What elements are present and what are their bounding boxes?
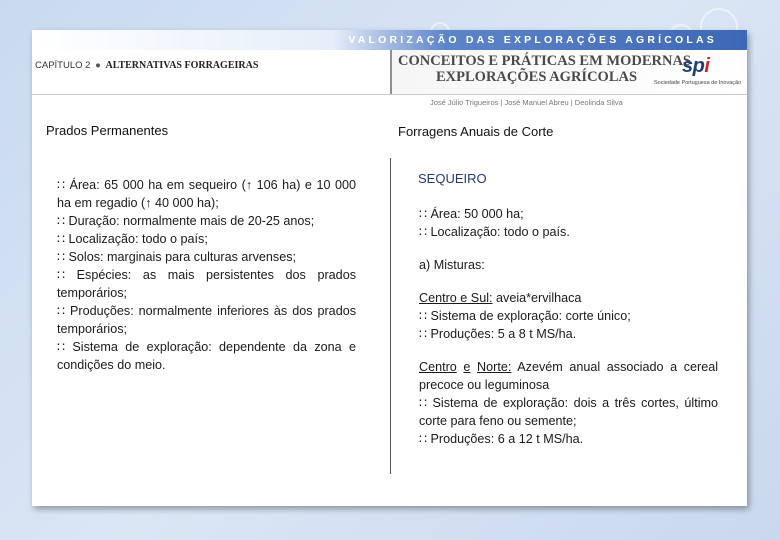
mixtures-label: a) Misturas:	[419, 258, 485, 272]
list-item: ∷ Produções: 5 a 8 t MS/ha.	[419, 327, 577, 341]
banner-title: VALORIZAÇÃO DAS EXPLORAÇÕES AGRÍCOLAS	[348, 34, 717, 46]
list-item: ∷ Espécies: as mais persistentes dos prados temporários;	[57, 268, 356, 300]
centro-norte-label-a: Centro	[419, 360, 457, 374]
banner-bar	[32, 30, 747, 50]
centro-sul-line	[419, 289, 718, 307]
centro-norte-line	[419, 358, 718, 394]
list-item: ∷ Solos: marginais para culturas arvenses;	[57, 250, 297, 264]
centro-sul-value: aveia*ervilhaca	[492, 291, 582, 305]
list-item: ∷ Sistema de exploração: corte único;	[419, 309, 631, 323]
left-heading: Prados Permanentes	[46, 123, 169, 138]
list-item: ∷ Localização: todo o país.	[419, 225, 570, 239]
list-item: ∷ Área: 50 000 ha;	[419, 207, 524, 221]
left-list	[57, 176, 356, 374]
centro-norte-label-c: Norte:	[477, 360, 512, 374]
list-item: ∷ Sistema de exploração: dependente da zona e condições do meio.	[57, 340, 356, 372]
section-title: SEQUEIRO	[418, 171, 487, 186]
centro-norte-value: Azevém anual associado a cereal precoce ou leguminosa	[419, 360, 718, 392]
centro-norte-label-b: e	[463, 360, 471, 374]
right-list	[419, 205, 718, 448]
list-item: ∷ Localização: todo o país;	[57, 232, 208, 246]
book-title-line1: CONCEITOS E PRÁTICAS EM MODERNAS	[398, 53, 691, 69]
list-item: ∷ Sistema de exploração: dois a três cortes, último corte para feno ou semente;	[419, 396, 718, 428]
slide-page	[32, 30, 747, 506]
chapter-label	[35, 60, 258, 71]
list-item: ∷ Produções: 6 a 12 t MS/ha.	[419, 432, 584, 446]
authors-line: José Júlio Trigueiros | José Manuel Abreu | Deolinda Silva	[430, 98, 623, 107]
book-title	[398, 53, 691, 85]
right-heading: Forragens Anuais de Corte	[398, 124, 554, 139]
logo-subtitle: Sociedade Portuguesa de Inovação	[654, 80, 742, 86]
page-header	[32, 50, 747, 95]
chapter-number: CAPÍTULO 2	[35, 60, 91, 71]
logo-text-accent: i	[704, 55, 710, 77]
spi-logo-icon	[682, 55, 709, 78]
list-item: ∷ Produções: normalmente inferiores às dos prados temporários;	[57, 304, 356, 336]
list-item: ∷ Área: 65 000 ha em sequeiro (↑ 106 ha) e 10 000 ha em regadio (↑ 40 000 ha);	[57, 178, 356, 210]
column-divider	[390, 158, 391, 474]
list-item: ∷ Duração: normalmente mais de 20-25 anos;	[57, 214, 315, 228]
book-title-box	[392, 50, 747, 94]
chapter-title: ALTERNATIVAS FORRAGEIRAS	[105, 60, 259, 71]
book-title-line2: EXPLORAÇÕES AGRÍCOLAS	[436, 69, 638, 85]
centro-sul-label: Centro e Sul:	[419, 291, 493, 305]
logo-text: sp	[682, 55, 705, 77]
bullet-icon: ●	[95, 60, 101, 71]
